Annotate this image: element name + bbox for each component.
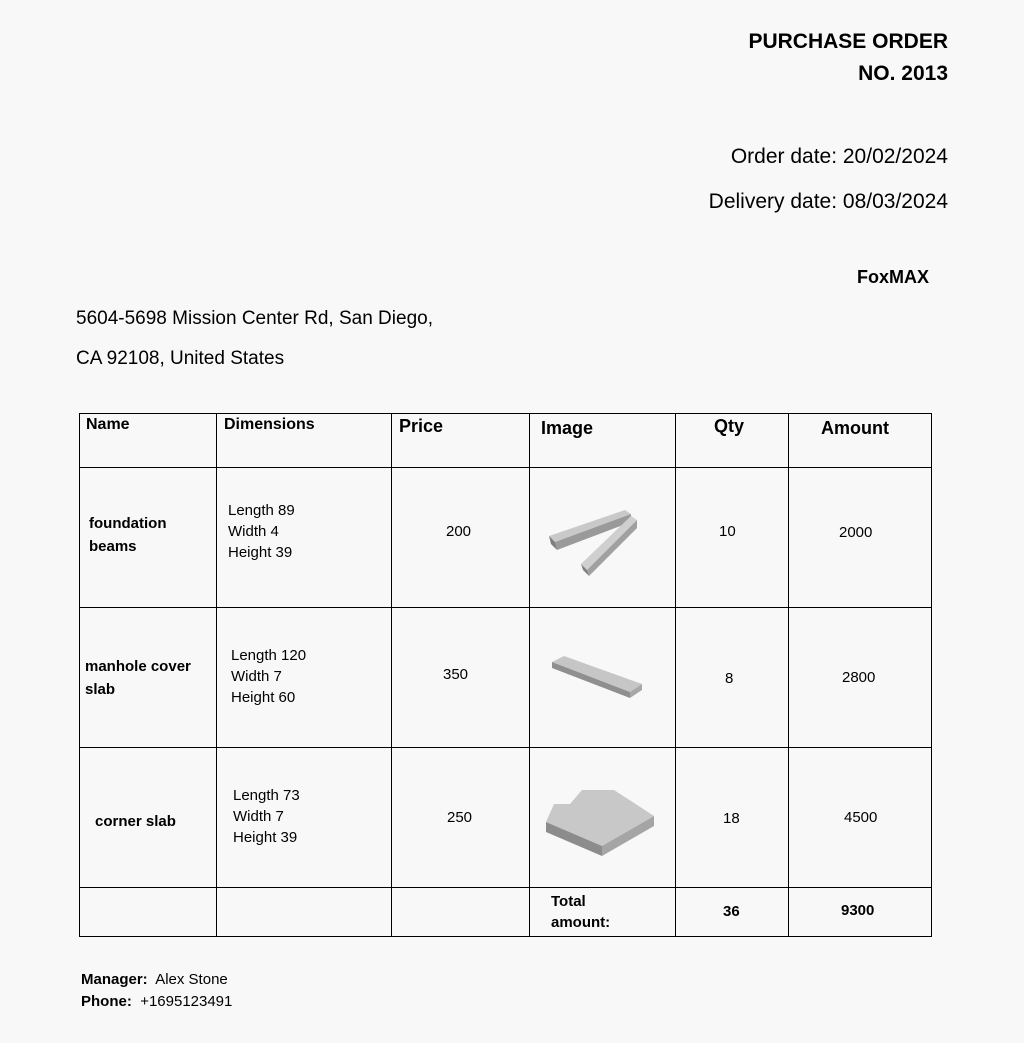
order-table bbox=[79, 413, 932, 937]
header-qty: Qty bbox=[714, 416, 745, 436]
manhole-cover-slab-image bbox=[550, 654, 646, 704]
item-dimensions: Length 73 Width 7 Height 39 bbox=[233, 787, 300, 846]
company-name: FoxMAX bbox=[857, 267, 929, 287]
item-dimensions: Length 120 Width 7 Height 60 bbox=[231, 647, 307, 706]
table-row bbox=[89, 512, 166, 558]
item-qty: 8 bbox=[725, 670, 734, 687]
total-amount: 9300 bbox=[841, 902, 875, 919]
header-dimensions: Dimensions bbox=[224, 416, 315, 433]
phone-number: +1695123491 bbox=[140, 993, 233, 1010]
item-price: 200 bbox=[446, 523, 472, 540]
order-number: NO. 2013 bbox=[858, 62, 948, 85]
item-qty: 18 bbox=[723, 810, 740, 827]
address-line-1: 5604-5698 Mission Center Rd, San Diego, bbox=[76, 308, 433, 329]
item-name: corner slab bbox=[95, 813, 176, 830]
item-price: 250 bbox=[447, 809, 473, 826]
manager-name: Alex Stone bbox=[155, 971, 228, 988]
item-price: 350 bbox=[443, 666, 469, 683]
item-amount: 2000 bbox=[839, 524, 873, 541]
item-name: beams bbox=[89, 538, 137, 555]
order-date: Order date: 20/02/2024 bbox=[730, 145, 948, 168]
item-name: manhole cover bbox=[85, 658, 191, 675]
total-label: Total amount: bbox=[551, 893, 611, 931]
header-name: Name bbox=[86, 416, 130, 433]
total-qty: 36 bbox=[723, 903, 740, 920]
table-row bbox=[95, 811, 176, 832]
item-qty: 10 bbox=[719, 523, 736, 540]
address-line-2: CA 92108, United States bbox=[76, 348, 285, 369]
table-row bbox=[85, 655, 191, 701]
header-price: Price bbox=[399, 416, 444, 436]
document-title: PURCHASE ORDER bbox=[748, 30, 948, 53]
foundation-beams-image bbox=[545, 506, 645, 576]
header-amount: Amount bbox=[821, 418, 889, 438]
item-amount: 2800 bbox=[842, 669, 876, 686]
manager-label: Manager: bbox=[81, 971, 148, 988]
item-name: foundation bbox=[89, 515, 167, 532]
item-amount: 4500 bbox=[844, 809, 878, 826]
item-name: slab bbox=[85, 681, 116, 698]
item-dimensions: Length 89 Width 4 Height 39 bbox=[228, 502, 295, 561]
contact-info bbox=[81, 969, 232, 1013]
header-image: Image bbox=[541, 418, 594, 438]
delivery-date: Delivery date: 08/03/2024 bbox=[708, 190, 948, 213]
phone-label: Phone: bbox=[81, 993, 132, 1010]
corner-slab-image bbox=[542, 784, 656, 860]
